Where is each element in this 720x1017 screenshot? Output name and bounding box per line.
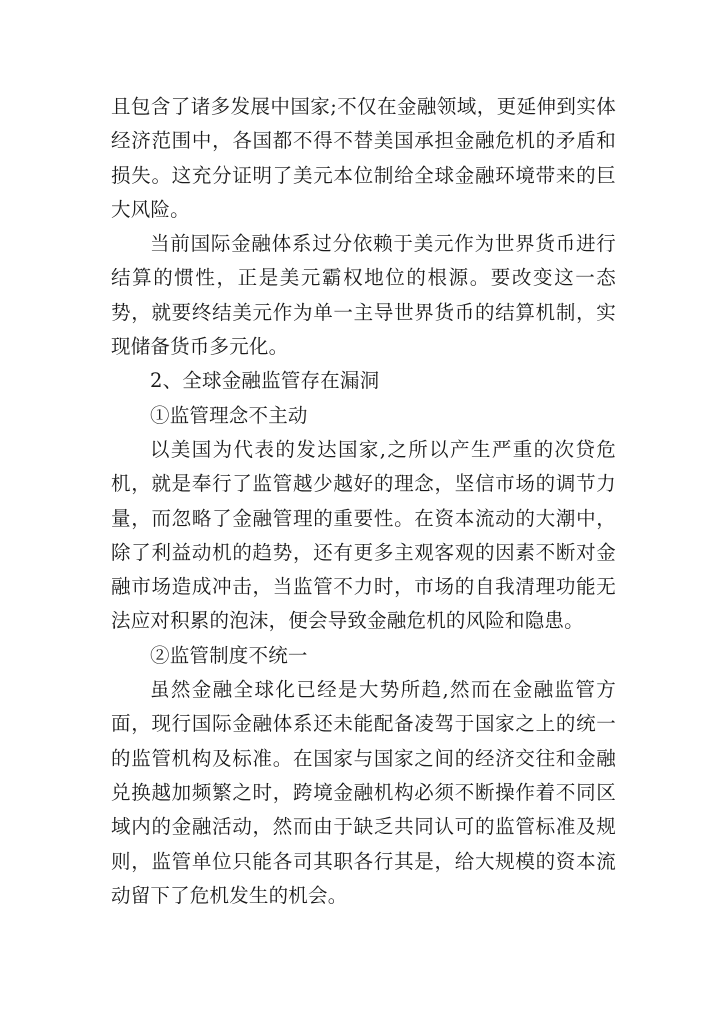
paragraph-us-dollar-risk: 且包含了诸多发展中国家;不仅在金融领域，更延伸到实体经济范围中，各国都不得不替美国承担金融危机的矛盾和损失。这充分证明了美元本位制给全球金融环境带来的巨大风险。 [111, 95, 616, 221]
section-heading-regulation-gaps: 2、全球金融监管存在漏洞 [150, 369, 380, 393]
document-body [111, 90, 616, 913]
subheading-regulatory-concept: ①监管理念不主动 [150, 403, 308, 427]
paragraph-regulatory-system: 虽然金融全球化已经是大势所趋,然而在金融监管方面，现行国际金融体系还未能配备凌驾于国家之上的统一的监管机构及标准。在国家与国家之间的经济交往和金融兑换越加频繁之时，跨境金融机构必须不断操作着不同区域内的金融活动，然而由于缺乏共同认可的监管标准及规则，监管单位只能各司其职各行其是，给大规模的资本流动留下了危机发生的机会。 [111, 678, 616, 907]
subheading-regulatory-system: ②监管制度不统一 [150, 643, 308, 667]
paragraph-regulatory-concept: 以美国为代表的发达国家,之所以产生严重的次贷危机，就是奉行了监管越少越好的理念，坚信市场的调节力量，而忽略了金融管理的重要性。在资本流动的大潮中，除了利益动机的趋势，还有更多主观客观的因素不断对金融市场造成冲击，当监管不力时，市场的自我清理功能无法应对积累的泡沫，便会导致金融危机的风险和隐患。 [111, 437, 616, 633]
paragraph-dollar-hegemony: 当前国际金融体系过分依赖于美元作为世界货币进行结算的惯性，正是美元霸权地位的根源。要改变这一态势，就要终结美元作为单一主导世界货币的结算机制，实现储备货币多元化。 [111, 232, 616, 359]
